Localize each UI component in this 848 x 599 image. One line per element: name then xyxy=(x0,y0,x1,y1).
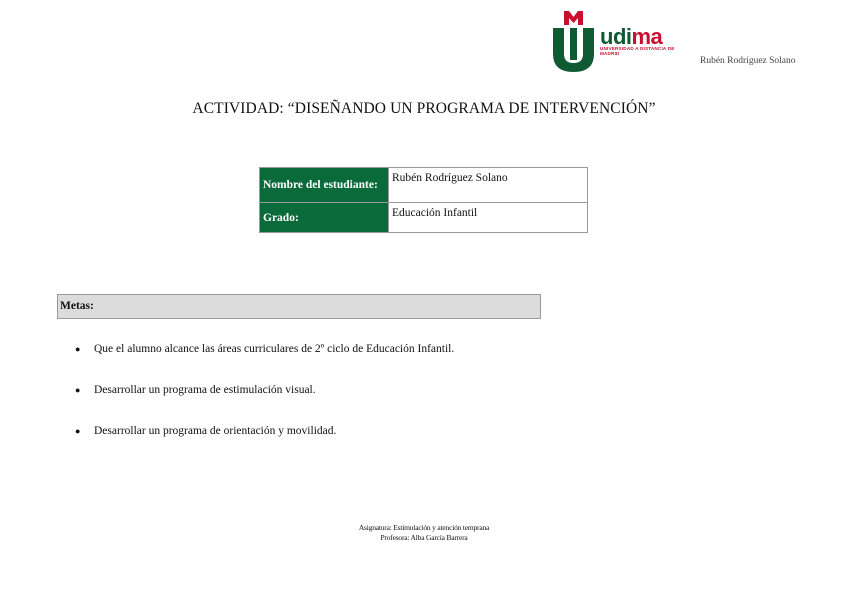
table-row xyxy=(260,168,588,203)
udima-wordmark: udima xyxy=(600,24,663,49)
udima-logo xyxy=(551,8,681,74)
metas-heading: Metas: xyxy=(57,294,541,319)
goals-list xyxy=(75,336,454,459)
student-name-value: Rubén Rodríguez Solano xyxy=(389,168,588,203)
bullet-icon: ● xyxy=(75,385,81,395)
goal-text: Desarrollar un programa de orientación y movilidad. xyxy=(94,425,337,437)
footer-subject: Asignatura: Estimulación y atención temprana xyxy=(358,523,490,532)
bullet-icon: ● xyxy=(75,426,81,436)
table-row xyxy=(260,203,588,233)
student-info-table xyxy=(259,167,588,233)
list-item xyxy=(75,418,454,459)
udima-subtitle: UNIVERSIDAD A DISTANCIA DE MADRID xyxy=(600,46,675,57)
page-title: ACTIVIDAD: “DISEÑANDO UN PROGRAMA DE INTERVENCIÓN” xyxy=(192,100,656,117)
bullet-icon: ● xyxy=(75,344,81,354)
degree-value: Educación Infantil xyxy=(389,203,588,233)
page-footer xyxy=(0,523,848,543)
student-name-label: Nombre del estudiante: xyxy=(260,168,389,203)
list-item xyxy=(75,377,454,418)
goal-text: Que el alumno alcance las áreas curriculares de 2º ciclo de Educación Infantil. xyxy=(94,343,455,355)
header-author: Rubén Rodríguez Solano xyxy=(700,56,796,66)
list-item xyxy=(75,336,454,377)
degree-label: Grado: xyxy=(260,203,389,233)
footer-teacher: Profesora: Alba García Barrera xyxy=(380,533,468,542)
goal-text: Desarrollar un programa de estimulación visual. xyxy=(94,384,316,396)
udima-u-logo-icon xyxy=(551,8,597,74)
